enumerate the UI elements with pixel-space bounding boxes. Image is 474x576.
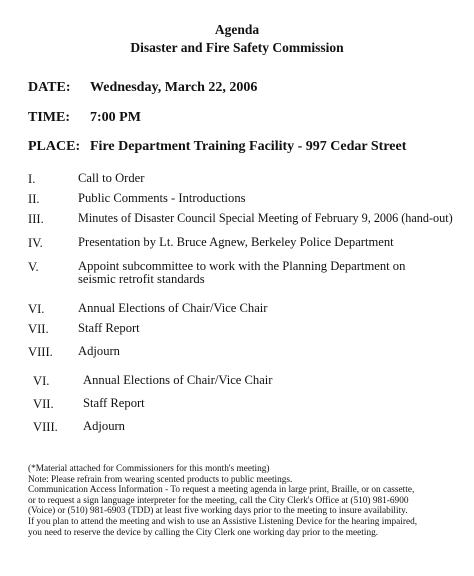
item-text: Staff Report: [83, 396, 145, 410]
item-text: Presentation by Lt. Bruce Agnew, Berkeley Police Department: [78, 235, 394, 249]
date-label: DATE:: [28, 80, 71, 95]
agenda-item: [28, 302, 468, 318]
document-subtitle: Disaster and Fire Safety Commission: [130, 40, 344, 55]
agenda-item: [28, 345, 468, 361]
agenda-item: [28, 260, 468, 288]
agenda-item: [28, 212, 468, 228]
item-text: Staff Report: [78, 321, 140, 335]
item-text: Adjourn: [78, 344, 120, 358]
item-number: I.: [28, 172, 36, 186]
item-text: Annual Elections of Chair/Vice Chair: [78, 301, 268, 315]
agenda-item: [28, 172, 468, 188]
place-value: Fire Department Training Facility - 997 Cedar Street: [90, 139, 407, 154]
date-value: Wednesday, March 22, 2006: [90, 80, 258, 95]
time-label: TIME:: [28, 110, 70, 125]
footnotes: [28, 464, 468, 538]
item-number: VI.: [33, 374, 50, 388]
item-text: Call to Order: [78, 171, 145, 185]
footnote-line: Note: Please refrain from wearing scented products to public meetings.: [28, 474, 293, 485]
item-number: II.: [28, 192, 40, 206]
place-row: [28, 139, 468, 157]
item-text-line1: Appoint subcommittee to work with the Planning Department on: [78, 259, 406, 273]
item-text: Adjourn: [83, 419, 125, 433]
time-value: 7:00 PM: [90, 110, 141, 125]
agenda-item: [33, 397, 473, 413]
item-number: V.: [28, 260, 39, 274]
item-text: Annual Elections of Chair/Vice Chair: [83, 373, 273, 387]
item-number: VII.: [33, 397, 54, 411]
item-number: VIII.: [28, 345, 53, 359]
footnote-line: (Voice) or (510) 981-6903 (TDD) at least five working days prior to the meeting to insure availability.: [28, 506, 408, 517]
footnote-line: If you plan to attend the meeting and wish to use an Assistive Listening Device for the hearing impaired,: [28, 516, 418, 527]
item-text-line2: seismic retrofit standards: [78, 272, 205, 286]
document-title: Agenda: [214, 22, 260, 37]
date-row: [28, 80, 448, 98]
item-number: VI.: [28, 302, 45, 316]
footnote-line: or to request a sign language interpreter for the meeting, call the City Clerk's Office at (510) 981-6900: [28, 495, 409, 506]
agenda-item: [28, 322, 468, 338]
item-number: IV.: [28, 236, 43, 250]
footnote-line: Communication Access Information - To request a meeting agenda in large print, Braille, or on cassette,: [28, 485, 415, 496]
agenda-item: [33, 374, 473, 390]
item-number: VII.: [28, 322, 49, 336]
footnote-line: you need to reserve the device by calling the City Clerk one working day prior to the meeting.: [28, 527, 379, 538]
agenda-item: [28, 192, 468, 208]
item-text: Minutes of Disaster Council Special Meeting of February 9, 2006 (hand-out): [78, 211, 453, 225]
item-number: VIII.: [33, 420, 58, 434]
agenda-item: [28, 236, 468, 252]
item-text: Public Comments - Introductions: [78, 191, 246, 205]
time-row: [28, 110, 448, 128]
place-label: PLACE:: [28, 139, 81, 154]
item-number: III.: [28, 212, 44, 226]
footnote-line: (*Material attached for Commissioners for this month's meeting): [28, 464, 270, 474]
agenda-item: [33, 420, 473, 436]
